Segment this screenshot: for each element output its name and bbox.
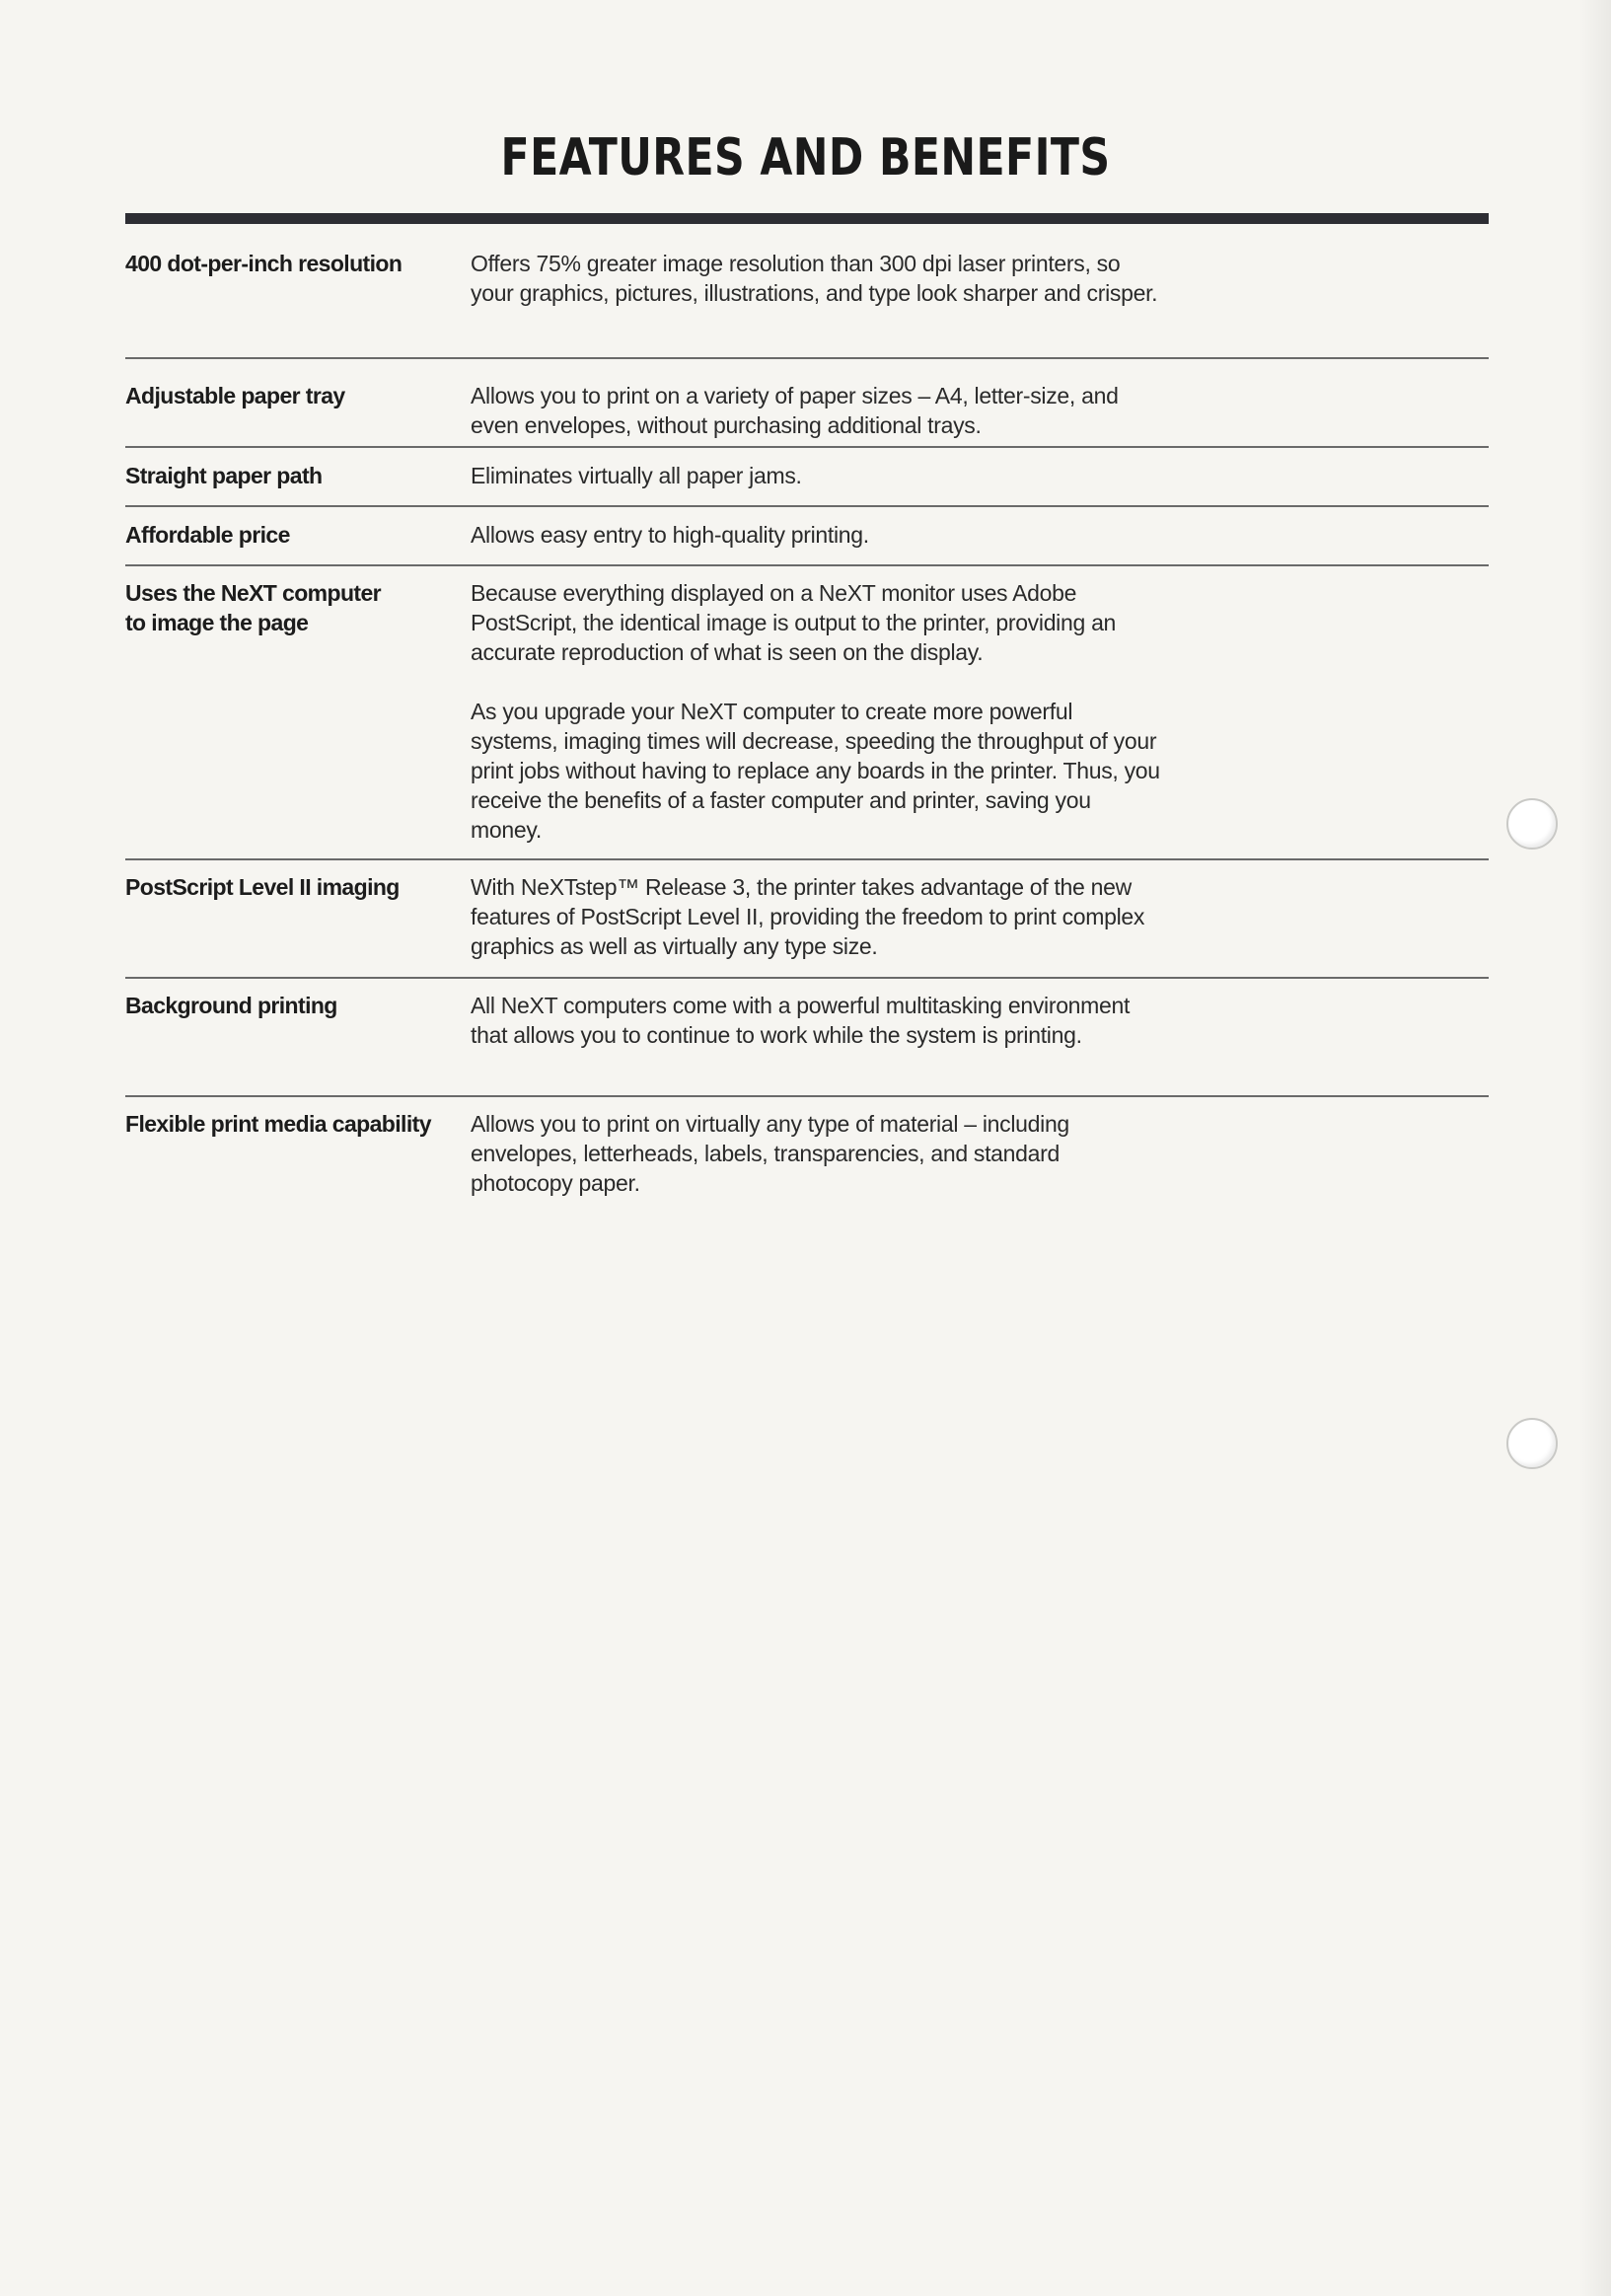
feature-name: Affordable price	[125, 522, 290, 548]
feature-benefit	[471, 860, 1161, 977]
feature-name: Flexible print media capability	[125, 1111, 431, 1137]
feature-row	[125, 359, 1489, 448]
benefit-paragraph: With NeXTstep™ Release 3, the printer takes advantage of the new features of PostScript Level II, providing the freedom to print complex graphics as well as virtually any type size.	[471, 874, 1145, 959]
binder-punch-hole	[1506, 1418, 1558, 1469]
feature-name: PostScript Level II imaging	[125, 874, 400, 900]
benefit-paragraph: As you upgrade your NeXT computer to create more powerful systems, imaging times will decrease, speeding the throughput of your print jobs without having to replace any boards in the printer. Thus, you receive the benefits of a faster computer and printer, saving you money.	[471, 699, 1160, 843]
benefit-paragraph: Allows you to print on virtually any type of material – including envelopes, letterheads, labels, transparencies, and standard photocopy paper.	[471, 1111, 1069, 1196]
feature-benefit	[471, 448, 1161, 505]
binder-punch-hole	[1506, 798, 1558, 850]
page-edge-shadow	[1578, 0, 1611, 2296]
feature-row	[125, 224, 1489, 359]
feature-row	[125, 448, 1489, 507]
benefit-paragraph: Allows easy entry to high-quality printing.	[471, 522, 869, 548]
feature-name: Uses the NeXT computer to image the page	[125, 580, 382, 635]
feature-name: Adjustable paper tray	[125, 383, 345, 408]
feature-benefit	[471, 359, 1161, 446]
feature-benefit	[471, 566, 1161, 858]
benefit-paragraph: All NeXT computers come with a powerful multitasking environment that allows you to continue to work while the system is printing.	[471, 993, 1131, 1048]
features-table	[125, 224, 1489, 1214]
feature-name: Background printing	[125, 993, 337, 1018]
benefit-paragraph: Offers 75% greater image resolution than 300 dpi laser printers, so your graphics, pictures, illustrations, and type look sharper and crisper.	[471, 251, 1158, 306]
benefit-paragraph: Allows you to print on a variety of paper sizes – A4, letter-size, and even envelopes, without purchasing additional trays.	[471, 383, 1119, 438]
feature-benefit	[471, 224, 1161, 357]
benefit-paragraph: Because everything displayed on a NeXT monitor uses Adobe PostScript, the identical image is output to the printer, providing an accurate reproduction of what is seen on the display.	[471, 580, 1117, 665]
feature-name: Straight paper path	[125, 463, 323, 488]
feature-row	[125, 507, 1489, 566]
feature-row	[125, 860, 1489, 979]
feature-row	[125, 1097, 1489, 1214]
feature-benefit	[471, 507, 1161, 564]
feature-row	[125, 979, 1489, 1097]
feature-row	[125, 566, 1489, 860]
page-title: FEATURES AND BENEFITS	[500, 128, 1111, 187]
benefit-paragraph: Eliminates virtually all paper jams.	[471, 463, 802, 488]
feature-benefit	[471, 979, 1161, 1095]
feature-benefit	[471, 1097, 1161, 1214]
title-divider	[125, 213, 1489, 224]
feature-name: 400 dot-per-inch resolution	[125, 251, 403, 276]
